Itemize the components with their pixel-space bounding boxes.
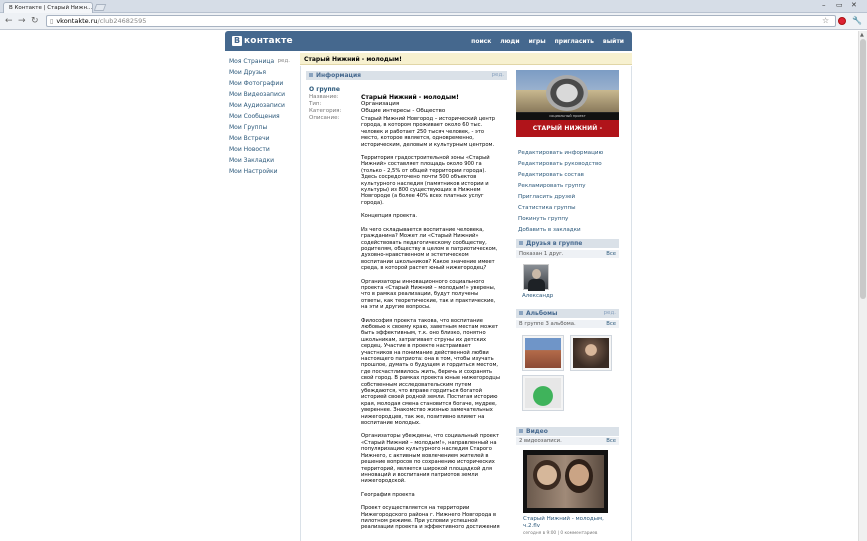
reload-icon[interactable]: ↻ bbox=[31, 16, 39, 26]
poster-caption: социальный проект bbox=[516, 113, 619, 120]
new-tab-button[interactable] bbox=[94, 4, 107, 11]
nav-games[interactable]: игры bbox=[528, 38, 546, 45]
action-statistics[interactable]: Статистика группы bbox=[518, 205, 576, 211]
friends-header[interactable] bbox=[516, 239, 619, 248]
group-description bbox=[361, 116, 501, 538]
menu-my-friends[interactable]: Мои Друзья bbox=[229, 69, 267, 76]
collapse-icon bbox=[519, 311, 523, 315]
action-edit-members[interactable]: Редактировать состав bbox=[518, 172, 584, 178]
poster-band-text: СТАРЫЙ НИЖНИЙ - МОЛОДЫМ! bbox=[516, 120, 619, 137]
vk-logo[interactable] bbox=[232, 36, 293, 46]
collapse-icon bbox=[519, 429, 523, 433]
vertical-scrollbar[interactable] bbox=[858, 31, 867, 541]
video-meta: сегодня в 9:00 | 0 комментариев bbox=[523, 531, 598, 536]
menu-my-groups[interactable]: Мои Группы bbox=[229, 124, 268, 131]
label-name: Название: bbox=[309, 94, 339, 100]
scrollbar-thumb[interactable] bbox=[860, 39, 866, 299]
albums-edit-link[interactable]: ред. bbox=[603, 310, 616, 316]
videos-summary bbox=[516, 437, 619, 445]
album-thumbnail[interactable] bbox=[570, 335, 612, 371]
videos-all-link[interactable]: Все bbox=[606, 438, 616, 444]
tab-strip bbox=[0, 0, 867, 13]
address-bar[interactable] bbox=[46, 15, 836, 27]
menu-my-messages[interactable]: Мои Сообщения bbox=[229, 113, 280, 120]
info-header-label: Информация bbox=[316, 72, 361, 79]
vk-header bbox=[225, 31, 632, 51]
friends-all-link[interactable]: Все bbox=[606, 251, 616, 257]
nav-invite[interactable]: пригласить bbox=[554, 38, 594, 45]
wrench-menu-icon[interactable]: 🔧 bbox=[852, 16, 862, 25]
action-edit-info[interactable]: Редактировать информацию bbox=[518, 150, 604, 156]
forward-arrow-icon[interactable]: → bbox=[18, 16, 26, 26]
bookmark-star-icon[interactable]: ☆ bbox=[822, 16, 830, 25]
description-paragraph: Территория градостроительной зоны «Старый Нижний» составляет площадь около 900 га (только - 2,5% от общей территории города). Здесь сосредоточено почти 500 объектов культурного наследия (памятников истории и культуры) из 800 существующих в Нижнем Новгороде (а более 40% всех платных услуг города). bbox=[361, 155, 490, 206]
group-poster[interactable] bbox=[516, 70, 619, 149]
url-domain: vkontakte.ru bbox=[56, 17, 98, 25]
description-paragraph: Философия проекта такова, что воспитание любовью к своему краю, заветным местам может быть эффективным, т.к. оно близко, понятно школьникам, затрагивает струны их детских сердец. Участие в проекте настраивает участников на понимание действенной любви настоящего патриота: она в том, чтобы изучать прошлое, думать о будущем и гордиться местом, где посчастливилось жить, беречь и сохранять свой город. В рамках проекта юные нижегородцы собственным исследовательским путем убеждаются, что вправе гордиться богатой историей своей родной земли. Постигая историю края, молодая смена становится богаче, мудрее, увереннее. Знакомство жизнью замечательных нижегородцев, так же, позитивно влияет на воспитание молодых. bbox=[361, 317, 500, 427]
menu-my-events[interactable]: Мои Встречи bbox=[229, 135, 270, 142]
collapse-icon bbox=[309, 73, 313, 77]
group-actions bbox=[518, 148, 603, 236]
album-thumbnail[interactable] bbox=[522, 375, 564, 411]
menu-my-videos[interactable]: Мои Видеозаписи bbox=[229, 91, 286, 98]
menu-my-page[interactable] bbox=[229, 56, 294, 67]
vk-logo-text: контакте bbox=[244, 36, 293, 46]
page-title-bar bbox=[300, 53, 632, 65]
maximize-icon[interactable]: ▭ bbox=[836, 1, 843, 9]
label-description: Описание: bbox=[309, 115, 340, 121]
vk-logo-letter: В bbox=[233, 36, 241, 45]
about-group-link[interactable]: О группе bbox=[309, 86, 340, 93]
page-title: Старый Нижний - молодым! bbox=[304, 56, 402, 63]
nav-search[interactable]: поиск bbox=[471, 38, 492, 45]
action-edit-management[interactable]: Редактировать руководство bbox=[518, 161, 602, 167]
friend-name[interactable]: Александр bbox=[522, 293, 554, 299]
description-paragraph: Старый Нижний Новгород – исторический центр города, в котором проживает около 60 тыс. человек и работает 250 тысяч человек, - это место, которое является, одновременно, историческим, деловым и культурным центром. bbox=[361, 116, 496, 148]
friends-header-label: Друзья в группе bbox=[526, 240, 583, 247]
albums-header[interactable] bbox=[516, 309, 619, 318]
extension-icon[interactable] bbox=[838, 17, 846, 25]
description-paragraph: География проекта bbox=[361, 491, 415, 498]
menu-my-news[interactable]: Мои Новости bbox=[229, 146, 270, 153]
action-add-bookmark[interactable]: Добавить в закладки bbox=[518, 227, 581, 233]
group-category[interactable]: Общие интересы - Общество bbox=[361, 108, 446, 114]
menu-my-bookmarks[interactable]: Мои Закладки bbox=[229, 157, 274, 164]
friends-summary bbox=[516, 250, 619, 258]
videos-count: 2 видеозаписи. bbox=[519, 438, 562, 444]
menu-my-photos[interactable]: Мои Фотографии bbox=[229, 80, 284, 87]
url-path: /club24682595 bbox=[97, 17, 147, 25]
info-edit-link[interactable]: ред. bbox=[491, 72, 504, 78]
edit-link[interactable]: ред. bbox=[277, 58, 290, 64]
group-type: Организация bbox=[361, 101, 400, 107]
video-title[interactable]: Старый Нижний - молодым, ч.2.flv bbox=[523, 516, 604, 529]
menu-label: Моя Страница bbox=[229, 58, 275, 65]
left-menu bbox=[229, 56, 294, 177]
album-thumbnail[interactable] bbox=[522, 335, 564, 371]
browser-tab[interactable] bbox=[3, 2, 93, 13]
label-category: Категория: bbox=[309, 108, 342, 114]
menu-my-audio[interactable]: Мои Аудиозаписи bbox=[229, 102, 285, 109]
close-window-icon[interactable]: ✕ bbox=[851, 1, 857, 9]
action-advertise[interactable]: Рекламировать группу bbox=[518, 183, 586, 189]
action-invite-friends[interactable]: Пригласить друзей bbox=[518, 194, 576, 200]
collapse-icon bbox=[519, 241, 523, 245]
videos-header[interactable] bbox=[516, 427, 619, 436]
video-thumbnail[interactable] bbox=[523, 450, 608, 513]
videos-header-label: Видео bbox=[526, 428, 548, 435]
friends-count: Показан 1 друг. bbox=[519, 251, 564, 257]
description-paragraph: Из чего складывается воспитание человека, гражданина? Может ли «Старый Нижний» содействовать педагогическому сообществу, родителям, обществу в целом в патриотическом, духовно-нравственном и эстетическом воспитании школьников? Какое значение имеет среда, в которой растет юный нижегородец? bbox=[361, 226, 498, 272]
description-paragraph: Организаторы убеждены, что социальный проект «Старый Нижний – молодым!», направленный на популяризацию культурного наследия Старого Нижнего, с активным вовлечением жителей в решение вопросов по сохранению исторических территорий, является широкой площадкой для инноваций и воспитания патриотов земли нижегородской. bbox=[361, 433, 500, 485]
nav-logout[interactable]: выйти bbox=[602, 38, 624, 45]
info-header[interactable] bbox=[306, 71, 507, 80]
page-icon: ▯ bbox=[50, 17, 54, 25]
field-values bbox=[361, 94, 501, 115]
albums-summary bbox=[516, 320, 619, 328]
field-labels bbox=[309, 94, 341, 122]
friend-avatar[interactable] bbox=[523, 264, 549, 290]
group-name: Старый Нижний - молодым! bbox=[361, 94, 459, 101]
nav-people[interactable]: люди bbox=[500, 38, 520, 45]
albums-all-link[interactable]: Все bbox=[606, 321, 616, 327]
browser-tab-title: В Контакте | Старый Нижн... bbox=[9, 5, 93, 11]
description-paragraph: Проект осуществляется на территории Нижегородского района г. Нижнего Новгорода в пилотном режиме. При условии успешной реализации проекта и эффективного достижения bbox=[361, 505, 500, 531]
albums-count: В группе 3 альбома. bbox=[519, 321, 576, 327]
top-nav bbox=[471, 38, 624, 45]
menu-my-settings[interactable]: Мои Настройки bbox=[229, 168, 278, 175]
scroll-up-icon[interactable]: ▲ bbox=[860, 32, 864, 38]
poster-emblem bbox=[546, 75, 588, 111]
description-paragraph: Организаторы инновационного социального проекта «Старый Нижний – молодым!» уверены, что в рамках реализации, будут получены ответы, как теоретические, так и практические, на эти и другие вопросы. bbox=[361, 278, 496, 311]
minimize-icon[interactable]: – bbox=[822, 1, 826, 9]
albums-header-label: Альбомы bbox=[526, 310, 558, 317]
browser-toolbar bbox=[0, 13, 867, 30]
back-arrow-icon[interactable]: ← bbox=[5, 16, 13, 26]
label-type: Тип: bbox=[309, 101, 322, 107]
action-leave-group[interactable]: Покинуть группу bbox=[518, 216, 569, 222]
description-paragraph: Концепция проекта. bbox=[361, 213, 418, 220]
